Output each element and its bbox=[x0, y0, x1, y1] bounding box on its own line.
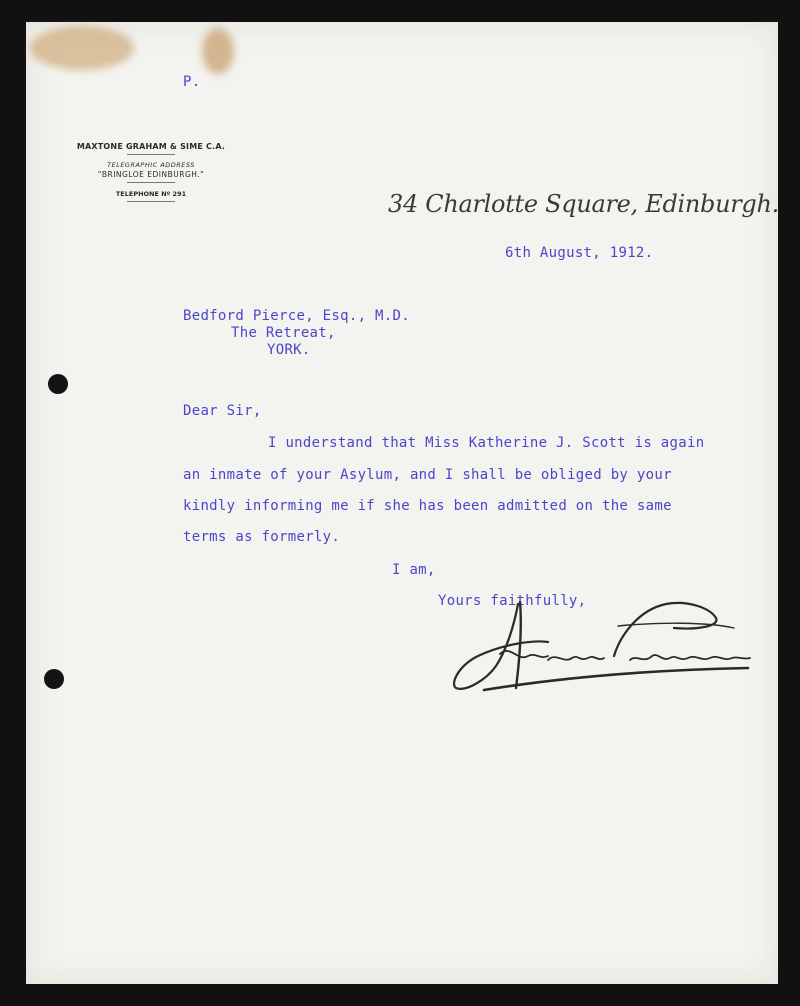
closing-yours-faithfully: Yours faithfully, bbox=[438, 593, 587, 609]
water-stain bbox=[202, 28, 234, 74]
divider bbox=[127, 182, 175, 183]
letterhead-telegraphic-address: "BRINGLOE EDINBURGH." bbox=[97, 170, 205, 179]
body-line: kindly informing me if she has been admitted on the same bbox=[183, 498, 672, 514]
salutation: Dear Sir, bbox=[183, 403, 262, 419]
recipient-name: Bedford Pierce, Esq., M.D. bbox=[183, 308, 410, 324]
punch-hole bbox=[44, 669, 64, 689]
page-mark: P. bbox=[183, 74, 201, 90]
body-line: an inmate of your Asylum, and I shall be obliged by your bbox=[183, 467, 672, 483]
letterhead bbox=[76, 142, 226, 202]
letterhead-telegraphic-label: TELEGRAPHIC ADDRESS bbox=[107, 161, 195, 169]
body-line: I understand that Miss Katherine J. Scott is again bbox=[268, 435, 705, 451]
divider bbox=[127, 154, 175, 155]
water-stain bbox=[30, 26, 134, 70]
letter-date: 6th August, 1912. bbox=[505, 245, 654, 261]
letterhead-firm: MAXTONE GRAHAM & SIME C.A. bbox=[76, 142, 226, 151]
handwritten-signature bbox=[448, 596, 758, 696]
divider bbox=[127, 201, 175, 202]
sender-address: 34 Charlotte Square, Edinburgh. bbox=[388, 190, 779, 218]
punch-hole bbox=[48, 374, 68, 394]
recipient-institution: The Retreat, bbox=[231, 325, 336, 341]
body-line: terms as formerly. bbox=[183, 529, 341, 545]
closing-i-am: I am, bbox=[392, 562, 436, 578]
recipient-city: YORK. bbox=[267, 342, 311, 358]
letterhead-telephone: TELEPHONE Nº 291 bbox=[115, 190, 187, 198]
